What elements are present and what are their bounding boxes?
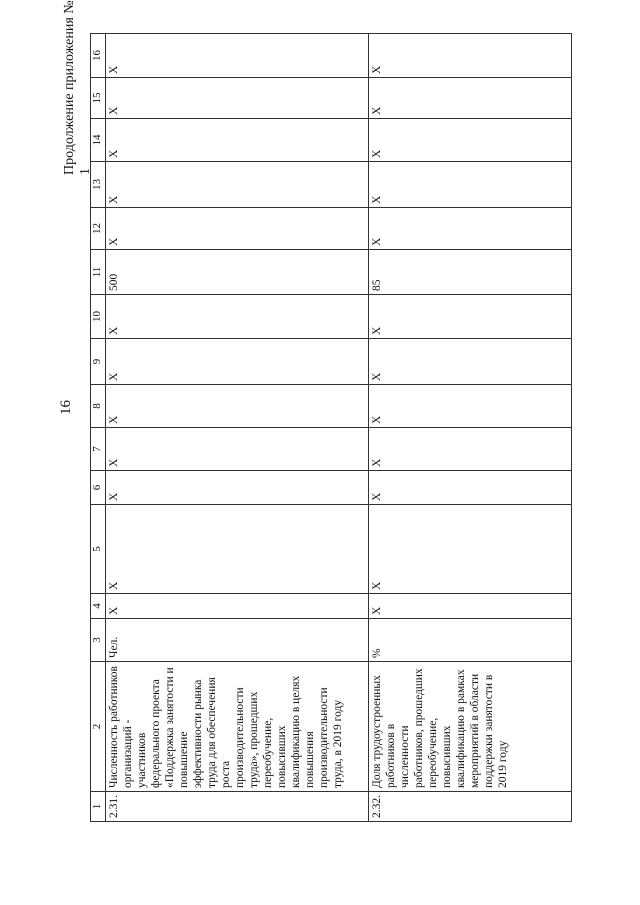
value-cell: X (369, 505, 572, 594)
indicator-name: Доля трудоустроенных работников в численности работников, прошедших переобучение, повысивших квалификацию в рамках мероприятий в области поддержки занятости в 2019 году (369, 662, 572, 792)
value-cell: X (369, 295, 572, 339)
unit-cell: % (369, 619, 572, 662)
value-cell: X (369, 471, 572, 505)
value-cell: X (369, 34, 572, 78)
value-cell: X (106, 162, 369, 208)
value-cell: X (106, 78, 369, 119)
value-cell: X (106, 471, 369, 505)
header-cell: 3 (91, 619, 106, 662)
value-cell: 500 (106, 250, 369, 295)
header-cell: 6 (91, 471, 106, 505)
header-cell: 5 (91, 505, 106, 594)
header-cell: 15 (91, 78, 106, 119)
header-cell: 13 (91, 162, 106, 208)
value-cell: X (369, 339, 572, 385)
row-number: 2.32. (369, 792, 572, 822)
value-cell: X (369, 119, 572, 162)
indicator-name: Численность работников организаций - участников федерального проекта «Поддержка занятости и повышение эффективности рынка труда для обеспечения роста производительности труда», прошедших переобучение, повысивших квалификацию в целях повышения производительности труда, в 2019 году (106, 662, 369, 792)
header-cell: 8 (91, 385, 106, 428)
header-cell: 14 (91, 119, 106, 162)
value-cell: X (369, 385, 572, 428)
value-cell: X (369, 78, 572, 119)
header-cell: 11 (91, 250, 106, 295)
value-cell: X (369, 594, 572, 619)
unit-cell: Чел. (106, 619, 369, 662)
appendix-table (90, 33, 572, 822)
header-row (91, 34, 106, 822)
value-cell: X (106, 208, 369, 250)
header-cell: 10 (91, 295, 106, 339)
value-cell: X (106, 594, 369, 619)
value-cell: X (106, 34, 369, 78)
continuation-label: Продолжение приложения № 1 (62, 0, 93, 175)
value-cell: X (369, 208, 572, 250)
value-cell: X (369, 428, 572, 471)
value-cell: X (106, 505, 369, 594)
page-number: 16 (58, 400, 74, 415)
row-number: 2.31. (106, 792, 369, 822)
table-row (369, 34, 572, 822)
value-cell: X (106, 295, 369, 339)
value-cell: X (106, 385, 369, 428)
header-cell: 9 (91, 339, 106, 385)
header-cell: 12 (91, 208, 106, 250)
header-cell: 7 (91, 428, 106, 471)
value-cell: X (369, 162, 572, 208)
value-cell: X (106, 428, 369, 471)
header-cell: 2 (91, 662, 106, 792)
value-cell: X (106, 339, 369, 385)
table-row (106, 34, 369, 822)
value-cell: X (106, 119, 369, 162)
header-cell: 16 (91, 34, 106, 78)
header-cell: 4 (91, 594, 106, 619)
value-cell: 85 (369, 250, 572, 295)
header-cell: 1 (91, 792, 106, 822)
